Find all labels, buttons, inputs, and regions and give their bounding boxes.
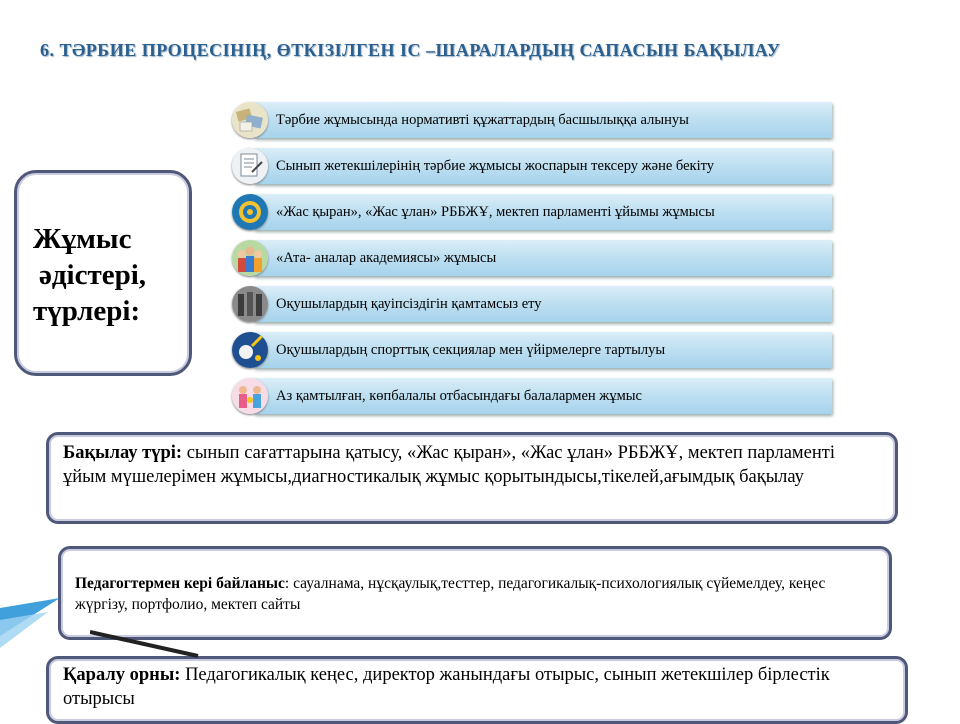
review-heading: Қаралу орны: <box>63 665 181 685</box>
control-type-heading: Бақылау түрі: <box>63 443 183 463</box>
feedback-box <box>58 546 892 640</box>
control-type-box <box>46 432 898 524</box>
control-type-text <box>63 441 881 489</box>
list-item-label: «Ата- аналар академиясы» жұмысы <box>276 250 497 266</box>
list-item <box>236 148 832 184</box>
list-item-label: Тәрбие жұмысында нормативті құжаттардың басшылыққа алынуы <box>276 112 689 128</box>
checklist-icon <box>232 148 268 184</box>
list-item-label: Оқушылардың спорттық секциялар мен үйірмелерге тартылуы <box>276 342 666 358</box>
methods-line-3: түрлері: <box>33 295 141 327</box>
emblem-icon <box>232 194 268 230</box>
methods-heading <box>33 221 183 329</box>
review-text <box>63 663 891 711</box>
list-item-label: Сынып жетекшілерінің тәрбие жұмысы жоспарын тексеру және бекіту <box>276 158 714 174</box>
documents-icon <box>232 102 268 138</box>
list-item <box>236 102 832 138</box>
list-item-label: Оқушылардың қауіпсіздігін қамтамсыз ету <box>276 296 542 312</box>
list-item <box>236 240 832 276</box>
sport-icon <box>232 332 268 368</box>
list-item <box>236 378 832 414</box>
list-item-label: Аз қамтылған, көпбалалы отбасындағы балалармен жұмыс <box>276 388 642 404</box>
decorative-line <box>90 630 200 660</box>
methods-line-1: Жұмыс <box>33 223 132 255</box>
children-icon <box>232 378 268 414</box>
page-title: 6. ТӘРБИЕ ПРОЦЕСІНІҢ, ӨТКІЗІЛГЕН ІС –ШАРАЛАРДЫҢ САПАСЫН БАҚЫЛАУ <box>40 40 781 60</box>
list-item-label: «Жас қыран», «Жас ұлан» РББЖҰ, мектеп парламенті ұйымы жұмысы <box>276 204 715 220</box>
feedback-heading: Педагогтермен кері байланыс <box>75 575 285 592</box>
feedback-text <box>75 573 875 615</box>
decorative-swoosh <box>0 590 80 660</box>
methods-line-2: әдістері, <box>39 259 147 291</box>
security-icon <box>232 286 268 322</box>
feedback-description: : сауалнама, нұсқаулық,тесттер, педагогикалық-психологиялық сүйемелдеу, кеңес жүргізу, портфолио, мектеп сайты <box>75 575 826 613</box>
list-item <box>236 194 832 230</box>
family-icon <box>232 240 268 276</box>
review-description: Педагогикалық кеңес, директор жанындағы отырыс, сынып жетекшілер бірлестік отырысы <box>63 665 830 709</box>
methods-box <box>14 170 192 376</box>
list-item <box>236 332 832 368</box>
control-type-description: сынып сағаттарына қатысу, «Жас қыран», «Жас ұлан» РББЖҰ, мектеп парламенті ұйым мүшелерімен жұмысы,диагностикалық жұмыс қорытындысы,тікелей,ағымдық бақылау <box>63 443 835 487</box>
list-item <box>236 286 832 322</box>
review-box <box>46 656 908 724</box>
